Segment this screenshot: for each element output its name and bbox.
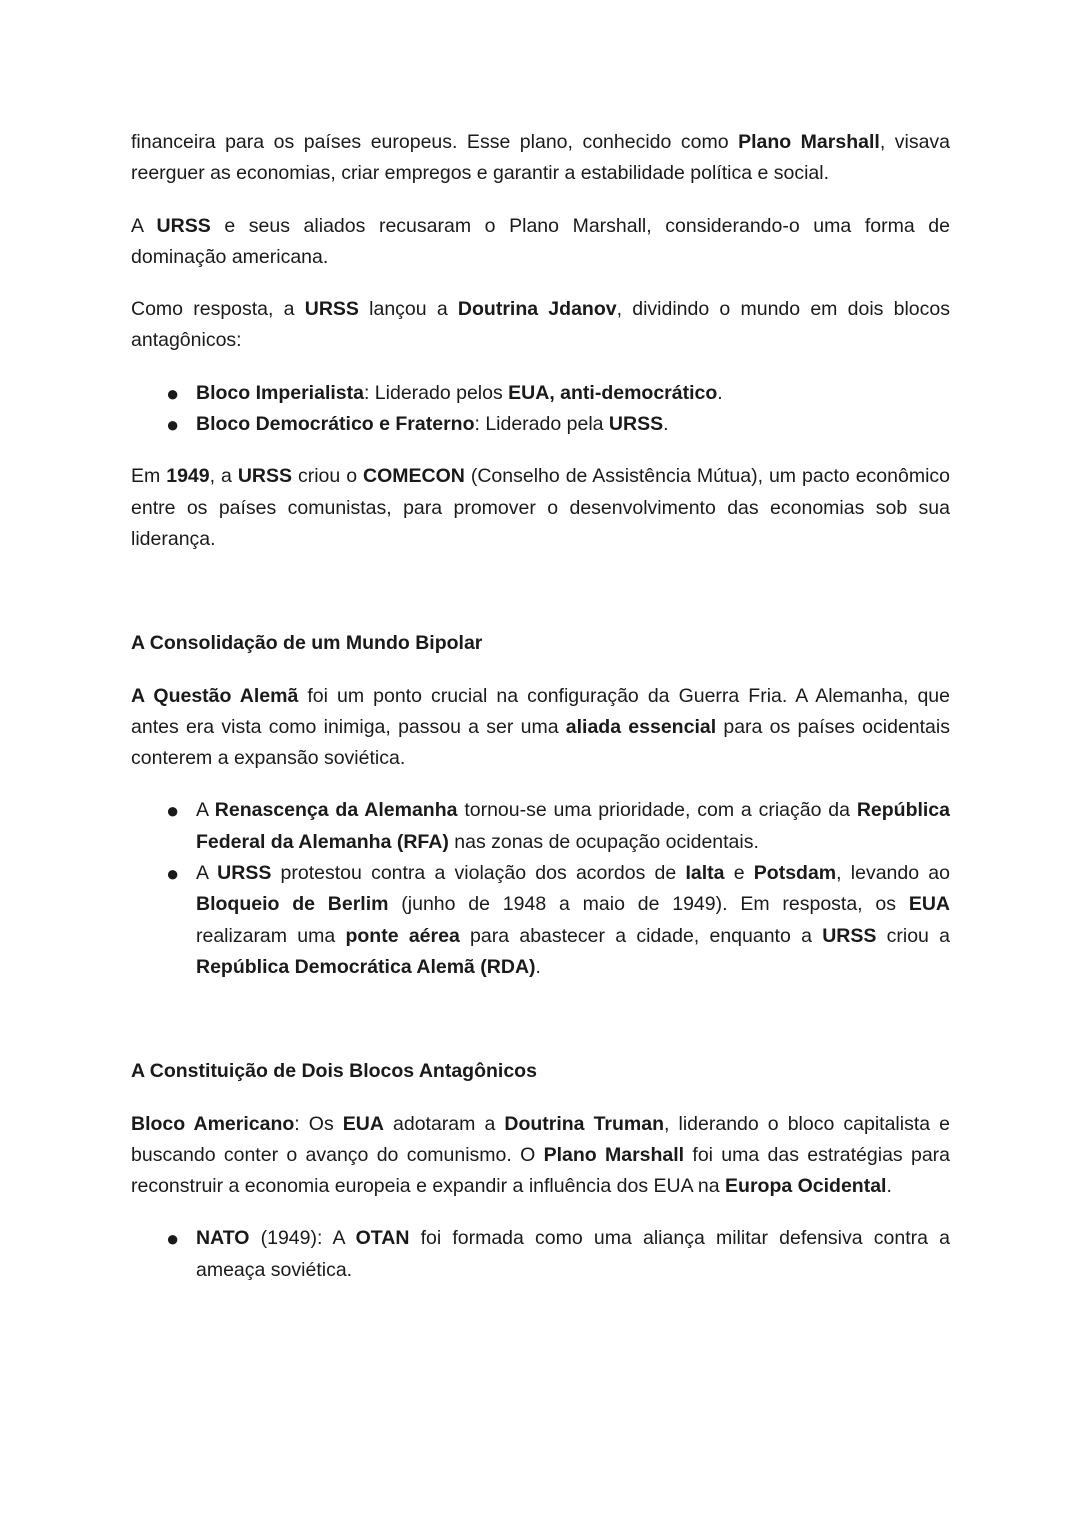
list-item: ● NATO (1949): A OTAN foi formada como uma aliança militar defensiva contra a ameaça soviética. <box>196 1223 950 1286</box>
bullet-icon: ● <box>166 380 180 406</box>
bullet-icon: ● <box>166 1226 180 1252</box>
paragraph-questao-alema: A Questão Alemã foi um ponto crucial na configuração da Guerra Fria. A Alemanha, que antes era vista como inimiga, passou a ser uma aliada essencial para os países ocidentais conterem a expansão soviética. <box>131 684 950 770</box>
bullet-icon: ● <box>166 861 180 887</box>
list-alemanha <box>131 795 950 983</box>
paragraph-doutrina-jdanov: Como resposta, a URSS lançou a Doutrina Jdanov, dividindo o mundo em dois blocos antagônicos: <box>131 298 951 352</box>
list-item: ● Bloco Democrático e Fraterno: Liderado pela URSS. <box>196 409 950 440</box>
bullet-icon: ● <box>166 412 180 438</box>
section-heading-mundo-bipolar: A Consolidação de um Mundo Bipolar <box>131 632 483 655</box>
list-item: ● A Renascença da Alemanha tornou-se uma prioridade, com a criação da República Federal da Alemanha (RFA) nas zonas de ocupação ocidentais. <box>196 795 950 858</box>
paragraph-urss-recusa: A URSS e seus aliados recusaram o Plano Marshall, considerando-o uma forma de dominação americana. <box>131 214 950 268</box>
paragraph-comecon: Em 1949, a URSS criou o COMECON (Conselho de Assistência Mútua), um pacto econômico entre os países comunistas, para promover o desenvolvimento das economias sob sua liderança. <box>131 465 950 550</box>
list-blocos-jdanov <box>131 378 950 441</box>
list-nato <box>131 1223 950 1286</box>
document-page <box>131 127 950 1307</box>
list-item: ● A URSS protestou contra a violação dos acordos de Ialta e Potsdam, levando ao Bloqueio de Berlim (junho de 1948 a maio de 1949). Em resposta, os EUA realizaram uma ponte aérea para abastecer a cidade, enquanto a URSS criou a República Democrática Alemã (RDA). <box>196 858 950 983</box>
spacer <box>131 576 950 628</box>
paragraph-bloco-americano: Bloco Americano: Os EUA adotaram a Doutrina Truman, liderando o bloco capitalista e buscando conter o avanço do comunismo. O Plano Marshall foi uma das estratégias para reconstruir a economia europeia e expandir a influência dos EUA na Europa Ocidental. <box>131 1112 951 1198</box>
bullet-icon: ● <box>166 798 180 824</box>
paragraph-plano-marshall: financeira para os países europeus. Esse plano, conhecido como Plano Marshall, visava reerguer as economias, criar empregos e garantir a estabilidade política e social. <box>131 131 951 185</box>
spacer <box>131 1004 950 1056</box>
section-heading-dois-blocos: A Constituição de Dois Blocos Antagônicos <box>131 1060 537 1083</box>
list-item: ● Bloco Imperialista: Liderado pelos EUA, anti-democrático. <box>196 378 950 409</box>
